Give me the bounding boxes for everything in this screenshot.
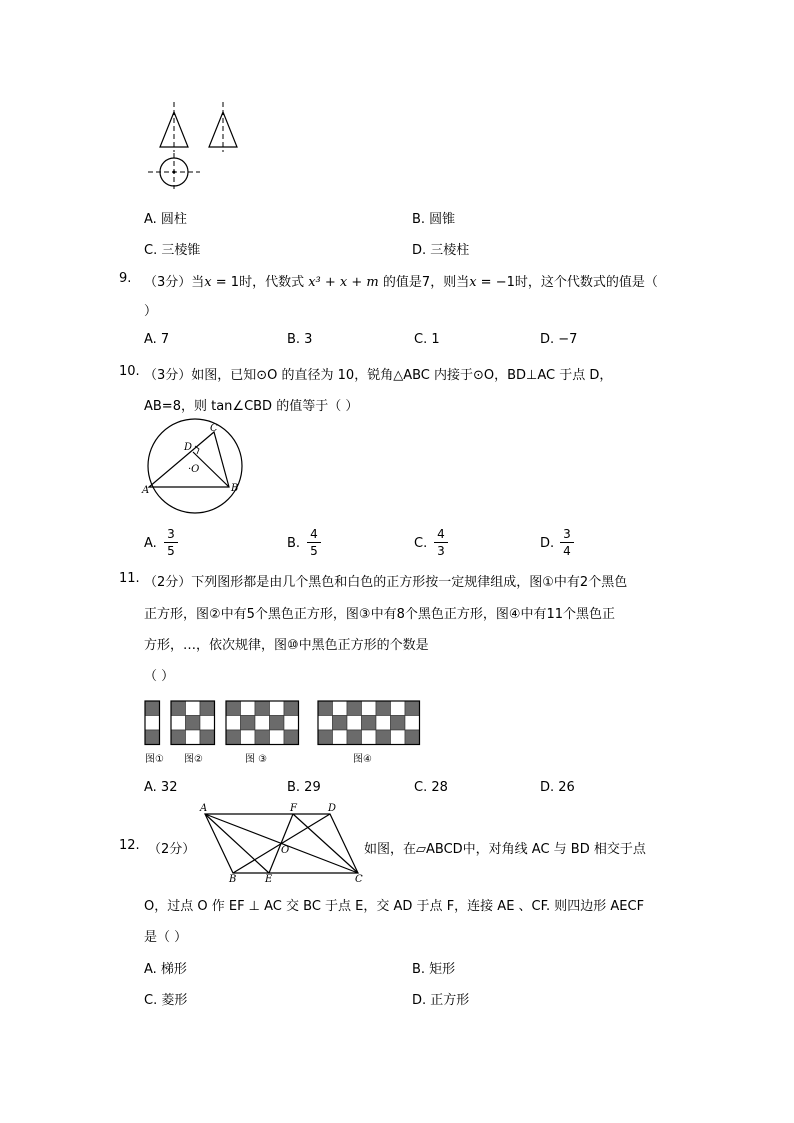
q9-stem-line2: ） — [144, 304, 158, 319]
q8-option-b: B. 圆锥 — [412, 212, 456, 227]
q12-stem-line3: 是（ ） — [144, 930, 188, 945]
q11-stem-line4: （ ） — [144, 669, 175, 684]
q11-figure-label-1: 图① — [145, 754, 164, 765]
q12-option-a: A. 梯形 — [144, 962, 187, 977]
q8-option-a: A. 圆柱 — [144, 212, 187, 227]
q11-option-c: C. 28 — [414, 780, 448, 795]
q8-option-c: C. 三棱锥 — [144, 243, 201, 258]
q12-label-a: A — [200, 803, 208, 814]
q12-option-b: B. 矩形 — [412, 962, 456, 977]
q9-option-a: A. 7 — [144, 332, 170, 347]
q9-stem-line1: （3分）当x = 1时，代数式 x³ + x + m 的值是7，则当x = −1时，这个代数式的值是（ — [144, 275, 658, 290]
q10-label-b: B — [231, 483, 239, 494]
q11-figure-label-4: 图④ — [353, 754, 372, 765]
q10-option-c-label: C. — [414, 536, 428, 551]
q10-option-d-fraction: 3 4 — [560, 527, 574, 558]
q12-label-c: C — [355, 874, 363, 885]
q11-number: 11. — [119, 571, 140, 586]
q9-option-c: C. 1 — [414, 332, 440, 347]
q12-stem-line1: 如图，在▱ABCD中，对角线 AC 与 BD 相交于点 — [364, 842, 646, 857]
q11-option-a: A. 32 — [144, 780, 178, 795]
q12-option-c: C. 菱形 — [144, 993, 188, 1008]
q10-option-a-fraction: 3 5 — [164, 527, 178, 558]
q11-option-d: D. 26 — [540, 780, 575, 795]
q11-stem-line1: （2分）下列图形都是由几个黑色和白色的正方形按一定规律组成，图①中有2个黑色 — [144, 575, 628, 590]
q11-option-b: B. 29 — [287, 780, 321, 795]
q10-option-c-fraction: 4 3 — [434, 527, 448, 558]
q10-option-b-fraction: 4 5 — [307, 527, 321, 558]
q9-option-b: B. 3 — [287, 332, 313, 347]
q12-label-f: F — [290, 803, 297, 814]
q10-label-o: ·O — [188, 464, 200, 475]
q10-stem-line1: （3分）如图，已知⊙O 的直径为 10，锐角△ABC 内接于⊙O，BD⊥AC 于点 D， — [144, 368, 613, 383]
q9-number: 9. — [119, 271, 132, 286]
q10-label-c: C — [210, 423, 218, 434]
q11-figure-label-3: 图 ③ — [245, 754, 268, 765]
q11-stem-line2: 正方形，图②中有5个黑色正方形，图③中有8个黑色正方形，图④中有11个黑色正 — [144, 607, 616, 622]
q12-option-d: D. 正方形 — [412, 993, 470, 1008]
q12-number: 12. — [119, 838, 140, 853]
q12-label-e: E — [265, 874, 273, 885]
q11-stem-line3: 方形，…，依次规律，图⑩中黑色正方形的个数是 — [144, 638, 429, 653]
q12-label-b: B — [229, 874, 237, 885]
q10-label-d: D — [184, 442, 193, 453]
q10-option-a-label: A. — [144, 536, 157, 551]
q10-number: 10. — [119, 364, 140, 379]
q12-stem-line2: O，过点 O 作 EF ⊥ AC 交 BC 于点 E，交 AD 于点 F，连接 AE 、CF. 则四边形 AECF — [144, 899, 645, 914]
q10-label-a: A — [142, 485, 150, 496]
q10-stem-line2: AB=8，则 tan∠CBD 的值等于（ ） — [144, 399, 359, 414]
q11-figure-label-2: 图② — [184, 754, 203, 765]
q12-score: （2分） — [148, 842, 196, 857]
q12-label-o: O — [281, 845, 290, 856]
q12-label-d: D — [328, 803, 337, 814]
q8-option-d: D. 三棱柱 — [412, 243, 470, 258]
q10-option-b-label: B. — [287, 536, 301, 551]
q10-option-d-label: D. — [540, 536, 555, 551]
q9-option-d: D. −7 — [540, 332, 578, 347]
